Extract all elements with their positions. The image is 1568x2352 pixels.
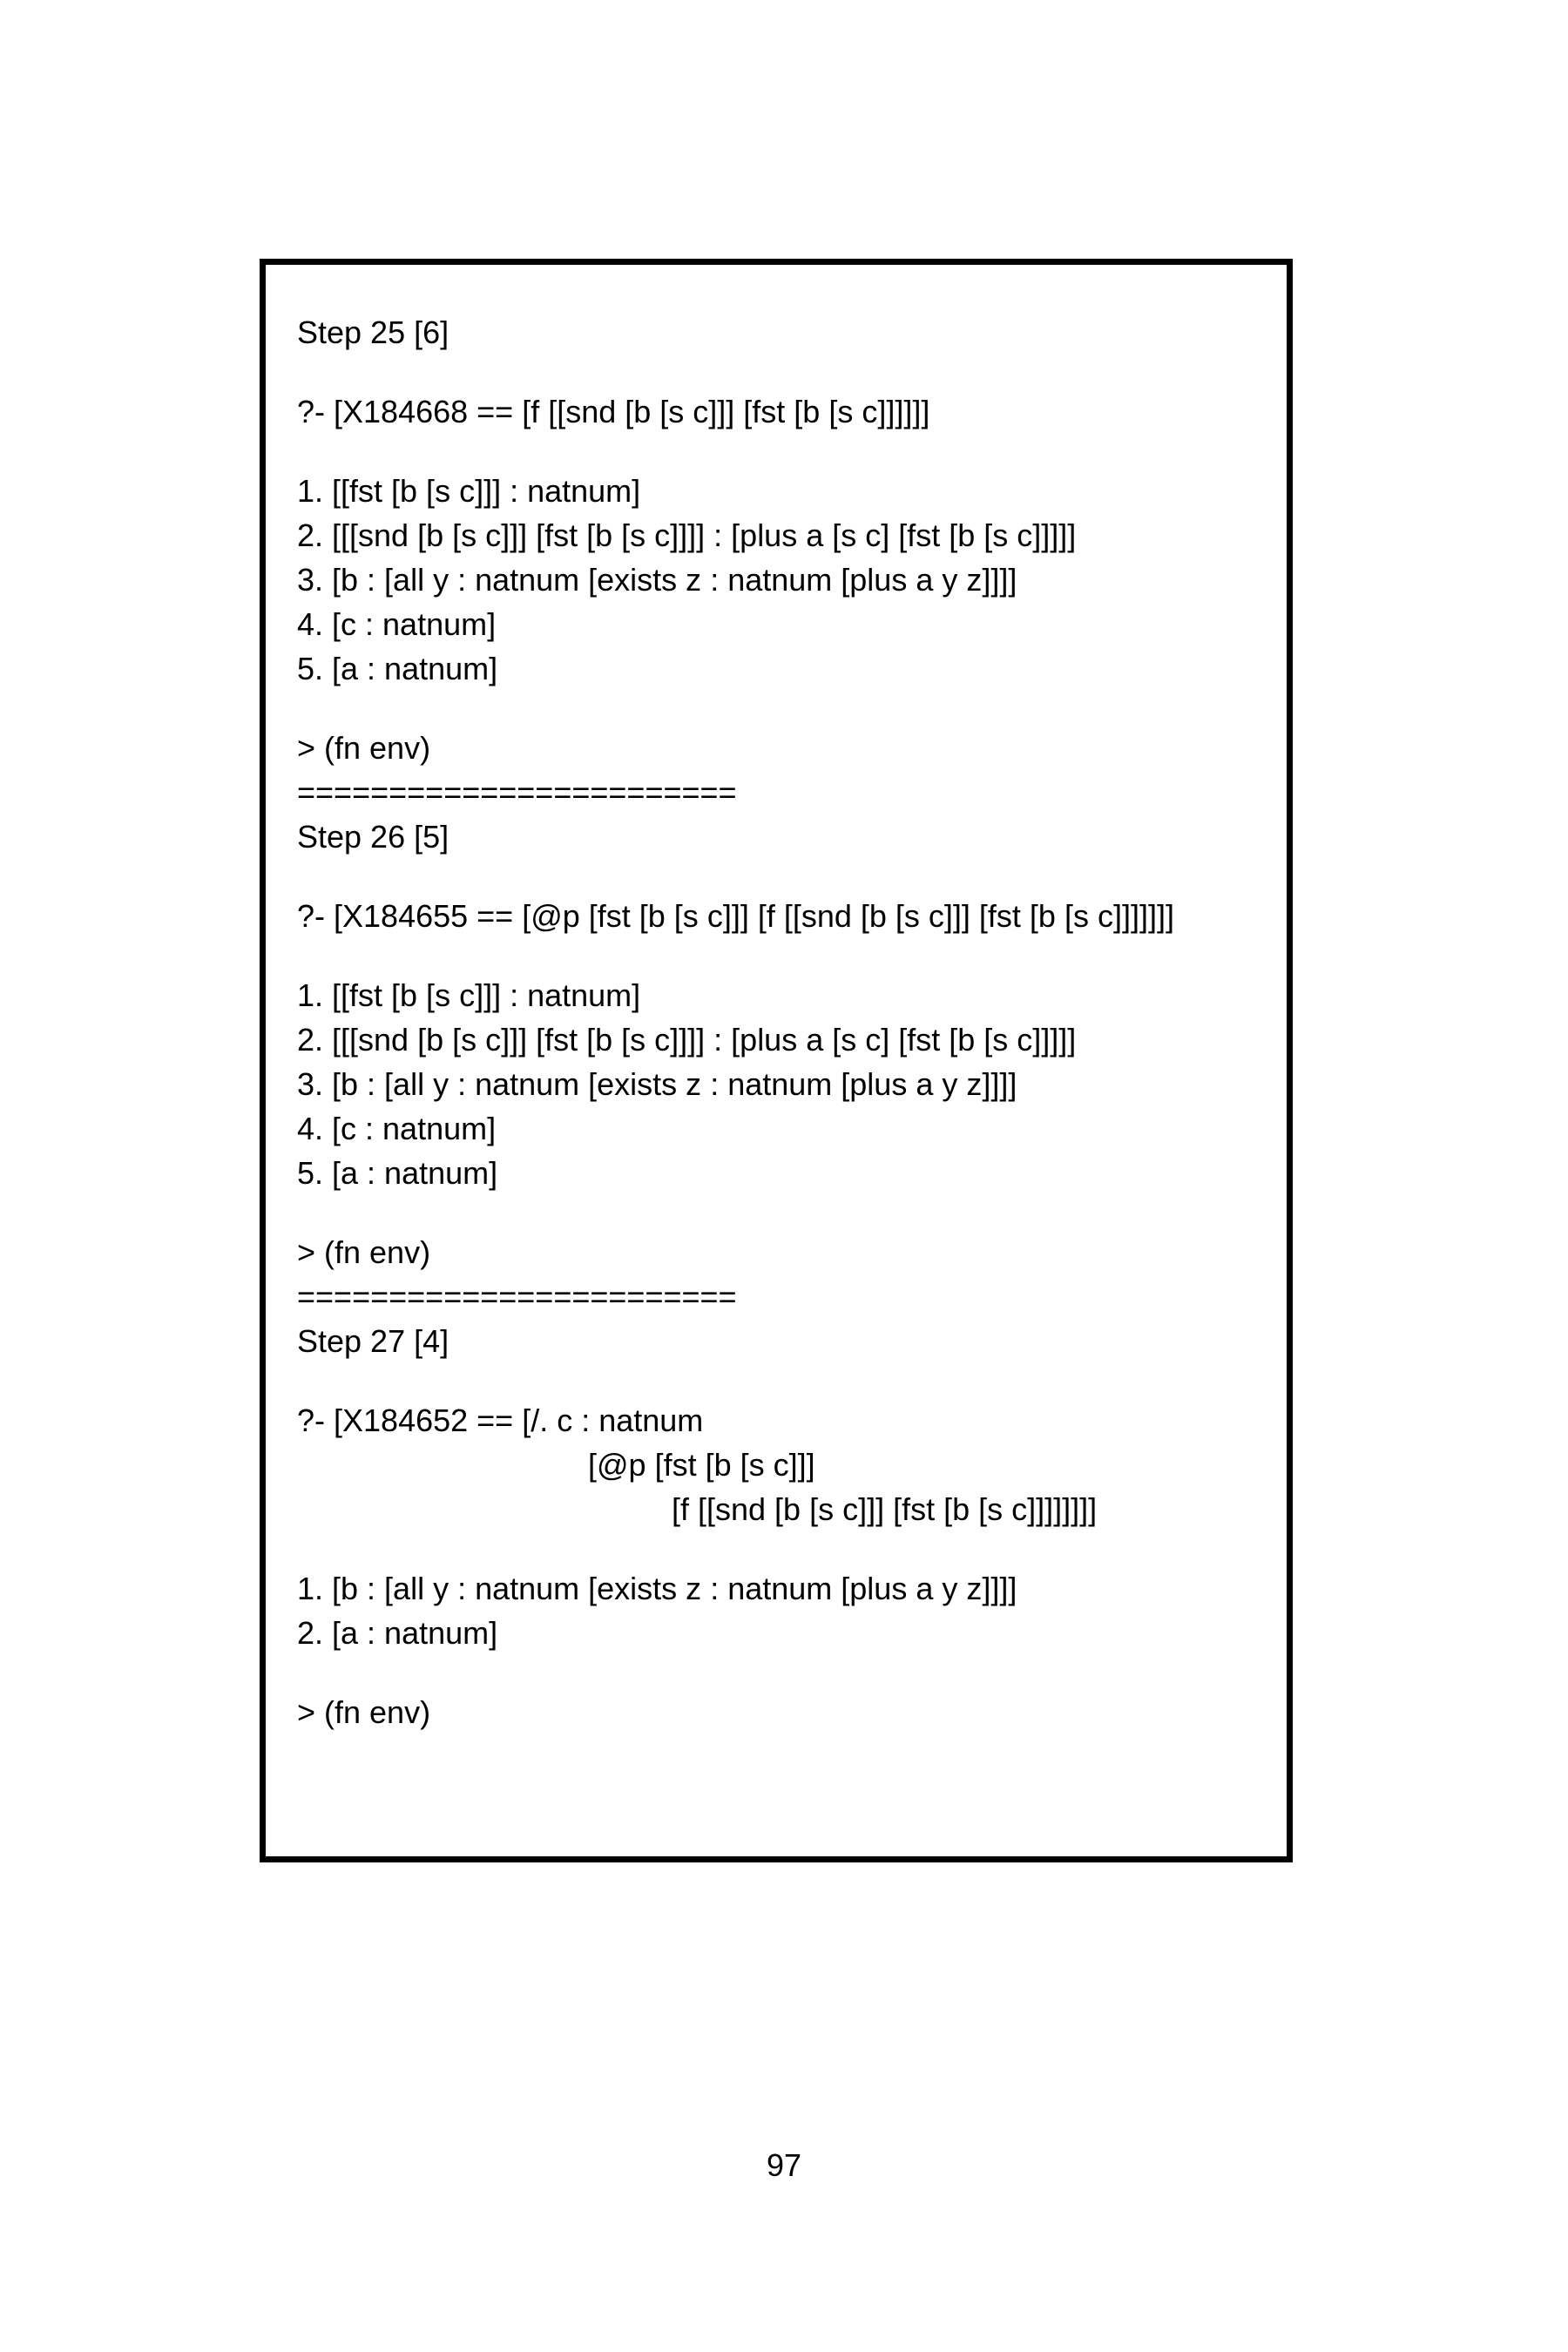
separator: ======================== (297, 1279, 737, 1315)
hypothesis: 3. [b : [all y : natnum [exists z : natnum [plus a y z]]]] (297, 1066, 1017, 1102)
listing-box (260, 259, 1293, 1862)
hypothesis: 1. [b : [all y : natnum [exists z : natnum [plus a y z]]]] (297, 1571, 1017, 1606)
page-number: 97 (766, 2147, 802, 2183)
goal-line: [@p [fst [b [s c]]] (588, 1447, 815, 1483)
listing-content (297, 310, 1269, 1734)
hypothesis: 3. [b : [all y : natnum [exists z : natnum [plus a y z]]]] (297, 562, 1017, 598)
hypothesis: 2. [[[snd [b [s c]]] [fst [b [s c]]]] : [plus a [s c] [fst [b [s c]]]]] (297, 1022, 1077, 1058)
step-title: Step 27 [4] (297, 1323, 449, 1359)
hypothesis: 1. [[fst [b [s c]]] : natnum] (297, 977, 641, 1013)
goal-line: [f [[snd [b [s c]]] [fst [b [s c]]]]]]]] (672, 1491, 1098, 1527)
hypothesis: 2. [a : natnum] (297, 1615, 498, 1651)
goal-line: ?- [X184652 == [/. c : natnum (297, 1402, 704, 1438)
hypothesis: 5. [a : natnum] (297, 651, 498, 686)
prompt-line: > (fn env) (297, 730, 431, 766)
separator: ======================== (297, 774, 737, 810)
hypothesis: 4. [c : natnum] (297, 1111, 497, 1146)
hypothesis: 5. [a : natnum] (297, 1155, 498, 1191)
step-title: Step 25 [6] (297, 314, 449, 350)
step-title: Step 26 [5] (297, 819, 449, 855)
prompt-line: > (fn env) (297, 1694, 431, 1730)
hypothesis: 4. [c : natnum] (297, 606, 497, 642)
hypothesis: 1. [[fst [b [s c]]] : natnum] (297, 473, 641, 509)
hypothesis: 2. [[[snd [b [s c]]] [fst [b [s c]]]] : [plus a [s c] [fst [b [s c]]]]] (297, 517, 1077, 553)
prompt-line: > (fn env) (297, 1234, 431, 1270)
goal-line: ?- [X184655 == [@p [fst [b [s c]]] [f [[snd [b [s c]]] [fst [b [s c]]]]]]] (297, 898, 1174, 934)
goal-line: ?- [X184668 == [f [[snd [b [s c]]] [fst [b [s c]]]]]] (297, 394, 930, 429)
